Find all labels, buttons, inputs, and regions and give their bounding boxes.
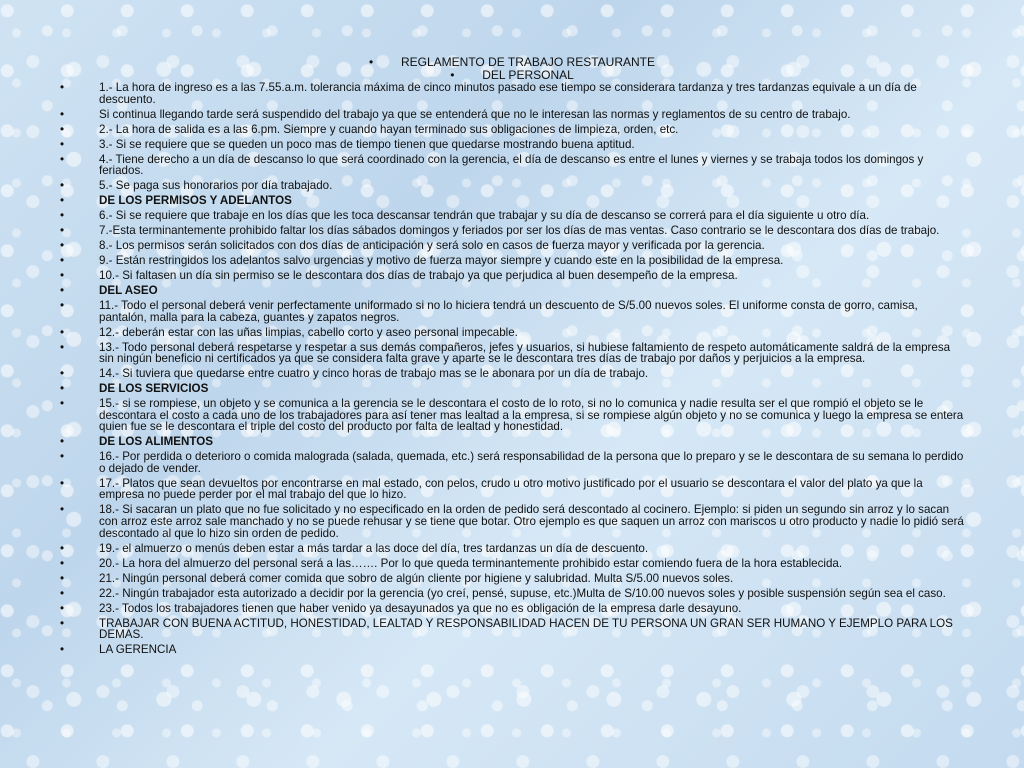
item-text: 20.- La hora del almuerzo del personal será a las……. Por lo que queda terminantemente prohibido estar comiendo fuera de la hora establecida. xyxy=(99,556,843,570)
bullet-icon: • xyxy=(60,137,65,151)
list-item xyxy=(60,644,964,656)
bullet-icon: • xyxy=(60,254,65,268)
bullet-icon: • xyxy=(60,284,65,297)
list-item xyxy=(60,124,964,136)
bullet-icon: • xyxy=(60,81,65,94)
bullet-icon: • xyxy=(60,224,65,238)
list-item xyxy=(60,558,964,570)
document-subtitle: • DEL PERSONAL xyxy=(450,68,574,82)
item-text: TRABAJAR CON BUENA ACTITUD, HONESTIDAD, LEALTAD Y RESPONSABILIDAD HACEN DE TU PERSONA UN GRAN SER HUMANO Y EJEMPLO PARA LOS DEMAS. xyxy=(99,616,953,642)
item-text: 1.- La hora de ingreso es a las 7.55.a.m. tolerancia máxima de cinco minutos pasado ese tiempo se considerara tardanza y tres tardanzas equivale a un día de descuento. xyxy=(99,81,917,106)
bullet-icon: • xyxy=(60,269,65,283)
item-text: DEL ASEO xyxy=(99,284,158,297)
bullet-icon: • xyxy=(60,450,65,464)
item-text: 3.- Si se requiere que se queden un poco mas de tiempo tienen que quedarse mostrando buena aptitud. xyxy=(99,137,635,151)
item-text: 11.- Todo el personal deberá venir perfectamente uniformado si no lo hiciera tendrá un descuento de S/5.00 nuevos soles. El uniforme consta de gorro, camisa, pantalón, malla para la cabeza, guantes y zapatos negros. xyxy=(99,298,918,324)
list-item xyxy=(60,398,964,433)
bullet-icon: • xyxy=(60,367,65,381)
item-text: 13.- Todo personal deberá respetarse y respetar a sus demás compañeros, jefes y usuarios, si hubiese faltamiento de respeto automáticamente saldrá de la empresa sin ningún beneficio ni certificados ya que se considera falta grave y aparte se le descontara tres días de trabajo por daños y perjuicios a la empresa. xyxy=(99,340,951,366)
item-text: 16.- Por perdida o deterioro o comida malograda (salada, quemada, etc.) será responsabilidad de la persona que lo preparo y se le descontara de su semana lo perdido o dejado de vender. xyxy=(99,450,964,475)
list-item xyxy=(60,618,964,641)
item-text: 15.- si se rompiese, un objeto y se comunica a la gerencia se le descontara el costo de lo roto, si no lo comunica y nadie resulta ser el que rompió el objeto se le descontara el costo a cada uno de los trabajadores para así tener mas lealtad a la empresa, si se rompiese algún objeto y no se comunica y luego la empresa se entera quien fue se le descontara el triple del costo del producto por falta de lealtad y honestidad. xyxy=(99,397,964,434)
list-item xyxy=(60,270,964,282)
item-text: DE LOS SERVICIOS xyxy=(99,382,209,396)
list-item xyxy=(60,327,964,339)
list-item xyxy=(60,603,964,615)
bullet-icon: • xyxy=(60,194,65,208)
list-item xyxy=(60,342,964,365)
list-item xyxy=(60,478,964,501)
list-item xyxy=(60,139,964,151)
item-text: 17.- Platos que sean devueltos por encontrarse en mal estado, con pelos, crudo u otro motivo justificado por el usuario se descontara el valor del plato ya que la empresa no puede perder por el mal trabajo del que lo hizo. xyxy=(99,476,923,502)
item-text: 5.- Se paga sus honorarios por día trabajado. xyxy=(99,179,333,193)
item-text: 8.- Los permisos serán solicitados con dos días de anticipación y será solo en casos de fuerza mayor y verificada por la gerencia. xyxy=(99,239,765,253)
section-heading xyxy=(60,285,964,297)
bullet-icon: • xyxy=(60,571,65,585)
bullet-icon: • xyxy=(60,503,65,517)
item-text: 7.-Esta terminantemente prohibido faltar los días sábados domingos y feriados por ser los días de mas ventas. Caso contrario se le descontara dos días de trabajo. xyxy=(99,224,940,238)
bullet-icon: • xyxy=(60,382,65,396)
item-text: 10.- Si faltasen un día sin permiso se le descontara dos días de trabajo ya que perjudica al buen desempeño de la empresa. xyxy=(99,269,738,283)
bullet-icon: • xyxy=(60,152,65,166)
section-heading xyxy=(60,436,964,448)
item-text: DE LOS ALIMENTOS xyxy=(99,435,214,449)
item-text: 14.- Si tuviera que quedarse entre cuatro y cinco horas de trabajo mas se le abonara por un día de trabajo. xyxy=(99,367,649,381)
list-item xyxy=(60,255,964,267)
bullet-icon: • xyxy=(60,601,65,615)
bullet-icon: • xyxy=(60,643,65,657)
list-item xyxy=(60,225,964,237)
item-text: 12.- deberán estar con las uñas limpias, cabello corto y aseo personal impecable. xyxy=(99,325,518,339)
list-item xyxy=(60,504,964,539)
rules-list xyxy=(60,82,964,656)
bullet-icon: • xyxy=(60,325,65,339)
bullet-icon: • xyxy=(60,239,65,253)
item-text: 23.- Todos los trabajadores tienen que haber venido ya desayunados ya que no es obligación de la empresa darle desayuno. xyxy=(99,601,742,615)
bullet-icon: • xyxy=(60,298,65,312)
list-item xyxy=(60,82,964,105)
bullet-icon: • xyxy=(60,179,65,193)
list-item xyxy=(60,240,964,252)
bullet-icon: • xyxy=(60,556,65,570)
section-heading xyxy=(60,195,964,207)
document-title: • REGLAMENTO DE TRABAJO RESTAURANTE xyxy=(368,55,656,69)
bullet-icon: • xyxy=(60,209,65,223)
item-text: 2.- La hora de salida es a las 6.pm. Siempre y cuando hayan terminado sus obligaciones de limpieza, orden, etc. xyxy=(99,122,679,136)
bullet-icon: • xyxy=(60,107,65,121)
bullet-icon: • xyxy=(60,122,65,136)
list-item xyxy=(60,180,964,192)
item-text: Si continua llegando tarde será suspendido del trabajo ya que se entenderá que no le interesan las normas y reglamentos de su centro de trabajo. xyxy=(99,107,851,121)
bullet-icon: • xyxy=(60,340,65,354)
item-text: 6.- Si se requiere que trabaje en los días que les toca descansar tendrán que trabajar y su día de descanso se correrá para el día siguiente u otro día. xyxy=(99,209,870,223)
bullet-icon: • xyxy=(60,616,65,630)
item-text: LA GERENCIA xyxy=(99,643,177,657)
document-title-block xyxy=(60,56,964,82)
list-item xyxy=(60,154,964,177)
item-text: 22.- Ningún trabajador esta autorizado a decidir por la gerencia (yo creí, pensé, supuse, etc.)Multa de S/10.00 nuevos soles y posible suspensión según sea el caso. xyxy=(99,586,946,600)
bullet-icon: • xyxy=(60,541,65,555)
bullet-icon: • xyxy=(60,476,65,490)
item-text: 19.- el almuerzo o menús deben estar a más tardar a las doce del día, tres tardanzas un día de descuento. xyxy=(99,541,649,555)
item-text: 21.- Ningún personal deberá comer comida que sobro de algún cliente por higiene y salubridad. Multa S/5.00 nuevos soles. xyxy=(99,571,734,585)
item-text: 9.- Están restringidos los adelantos salvo urgencias y motivo de fuerza mayor siempre y cuando este en la posibilidad de la empresa. xyxy=(99,254,784,268)
list-item xyxy=(60,300,964,323)
list-item xyxy=(60,210,964,222)
list-item xyxy=(60,451,964,474)
list-item xyxy=(60,368,964,380)
section-heading xyxy=(60,383,964,395)
subtitle-bullet: • xyxy=(450,68,455,82)
title-bullet: • xyxy=(368,55,374,69)
item-text: 18.- Si sacaran un plato que no fue solicitado y no especificado en la orden de pedido será descontado al cocinero. Ejemplo: si piden un segundo sin arroz y lo sacan con arroz este arroz sale manchado y no se puede rehusar y se tiene que botar. Otro ejemplo es que saquen un arroz con mariscos u otro producto y nadie lo pidió será descontado al que lo hizo sin orden de pedido. xyxy=(99,503,964,540)
bullet-icon: • xyxy=(60,435,65,449)
list-item xyxy=(60,588,964,600)
bullet-icon: • xyxy=(60,397,65,411)
item-text: DE LOS PERMISOS Y ADELANTOS xyxy=(99,194,292,208)
bullet-icon: • xyxy=(60,586,65,600)
list-item xyxy=(60,543,964,555)
list-item xyxy=(60,573,964,585)
list-item xyxy=(60,109,964,121)
item-text: 4.- Tiene derecho a un día de descanso lo que será coordinado con la gerencia, el día de descanso es entre el lunes y viernes y se trabaja todos los domingos y feriados. xyxy=(99,152,924,178)
